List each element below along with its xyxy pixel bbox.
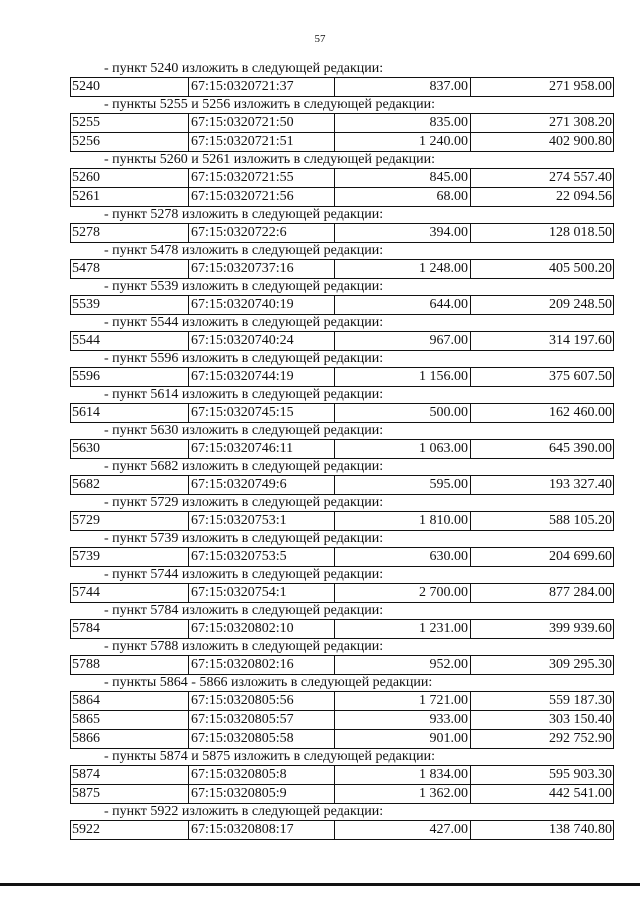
cadastral-number-cell: 67:15:0320805:57 [189,711,335,729]
item-number-cell: 5875 [71,785,189,803]
amendment-heading: - пункт 5729 изложить в следующей редакции: [70,495,614,512]
area-cell: 835.00 [335,114,471,132]
area-cell: 933.00 [335,711,471,729]
amendment-section [70,675,614,749]
amendment-heading: - пункт 5544 изложить в следующей редакции: [70,315,614,332]
amendment-heading: - пункты 5874 и 5875 изложить в следующей редакции: [70,749,614,766]
area-cell: 967.00 [335,332,471,350]
value-cell: 193 327.40 [549,477,612,492]
value-cell: 138 740.80 [549,822,612,837]
item-number-cell: 5739 [71,548,189,566]
amendment-section [70,152,614,207]
amendment-section [70,61,614,97]
amendment-heading: - пункты 5864 - 5866 изложить в следующей редакции: [70,675,614,692]
cadastral-number-cell: 67:15:0320805:56 [189,692,335,710]
value-cell: 22 094.56 [556,189,612,204]
amendments-list [70,61,614,840]
page-number: 57 [314,33,326,45]
area-cell: 630.00 [335,548,471,566]
area-cell: 1 240.00 [335,133,471,151]
table-row [70,766,614,785]
item-number-cell: 5240 [71,78,189,96]
value-cell: 162 460.00 [549,405,612,420]
item-number-cell: 5278 [71,224,189,242]
area-cell: 1 248.00 [335,260,471,278]
item-number-cell: 5682 [71,476,189,494]
cadastral-number-cell: 67:15:0320721:50 [189,114,335,132]
area-cell: 901.00 [335,730,471,748]
area-cell: 1 231.00 [335,620,471,638]
value-cell: 314 197.60 [549,333,612,348]
area-cell: 845.00 [335,169,471,187]
cadastral-number-cell: 67:15:0320808:17 [189,821,335,839]
area-cell: 500.00 [335,404,471,422]
cadastral-number-cell: 67:15:0320754:1 [189,584,335,602]
amendment-section [70,531,614,567]
amendment-section [70,243,614,279]
item-number-cell: 5922 [71,821,189,839]
value-cell: 877 284.00 [549,585,612,600]
amendment-section [70,315,614,351]
cadastral-number-cell: 67:15:0320805:9 [189,785,335,803]
amendment-section [70,97,614,152]
amendment-heading: - пункт 5922 изложить в следующей редакции: [70,804,614,821]
value-cell: 309 295.30 [549,657,612,672]
amendment-heading: - пункт 5784 изложить в следующей редакции: [70,603,614,620]
value-cell: 402 900.80 [549,134,612,149]
table-row [70,440,614,459]
amendment-section [70,495,614,531]
area-cell: 1 834.00 [335,766,471,784]
value-cell: 442 541.00 [549,786,612,801]
item-number-cell: 5874 [71,766,189,784]
amendment-heading: - пункт 5614 изложить в следующей редакции: [70,387,614,404]
cadastral-number-cell: 67:15:0320721:37 [189,78,335,96]
value-cell: 375 607.50 [549,369,612,384]
table-row [70,512,614,531]
value-cell: 303 150.40 [549,712,612,727]
item-number-cell: 5614 [71,404,189,422]
table-row [70,260,614,279]
table-row [70,332,614,351]
cadastral-number-cell: 67:15:0320805:8 [189,766,335,784]
amendment-heading: - пункт 5478 изложить в следующей редакции: [70,243,614,260]
area-cell: 1 156.00 [335,368,471,386]
area-cell: 1 721.00 [335,692,471,710]
item-number-cell: 5788 [71,656,189,674]
cadastral-number-cell: 67:15:0320740:19 [189,296,335,314]
value-cell: 292 752.90 [549,731,612,746]
amendment-section [70,423,614,459]
value-cell: 399 939.60 [549,621,612,636]
area-cell: 1 810.00 [335,512,471,530]
amendment-heading: - пункт 5596 изложить в следующей редакции: [70,351,614,368]
area-cell: 837.00 [335,78,471,96]
amendment-section [70,279,614,315]
amendment-section [70,804,614,840]
table-row [70,169,614,188]
table-row [70,821,614,840]
value-cell: 209 248.50 [549,297,612,312]
cadastral-number-cell: 67:15:0320740:24 [189,332,335,350]
cadastral-number-cell: 67:15:0320749:6 [189,476,335,494]
area-cell: 1 063.00 [335,440,471,458]
amendment-heading: - пункты 5260 и 5261 изложить в следующей редакции: [70,152,614,169]
value-cell: 271 308.20 [549,115,612,130]
amendment-section [70,459,614,495]
item-number-cell: 5630 [71,440,189,458]
cadastral-number-cell: 67:15:0320805:58 [189,730,335,748]
item-number-cell: 5865 [71,711,189,729]
cadastral-number-cell: 67:15:0320722:6 [189,224,335,242]
cadastral-number-cell: 67:15:0320721:51 [189,133,335,151]
table-row [70,620,614,639]
item-number-cell: 5729 [71,512,189,530]
table-row [70,188,614,207]
amendment-heading: - пункт 5682 изложить в следующей редакции: [70,459,614,476]
area-cell: 2 700.00 [335,584,471,602]
amendment-section [70,387,614,423]
table-row [70,114,614,133]
item-number-cell: 5544 [71,332,189,350]
cadastral-number-cell: 67:15:0320746:11 [189,440,335,458]
value-cell: 595 903.30 [549,767,612,782]
area-cell: 394.00 [335,224,471,242]
value-cell: 588 105.20 [549,513,612,528]
table-row [70,548,614,567]
amendment-heading: - пункт 5539 изложить в следующей редакции: [70,279,614,296]
table-row [70,711,614,730]
area-cell: 68.00 [335,188,471,206]
value-cell: 271 958.00 [549,79,612,94]
cadastral-number-cell: 67:15:0320721:56 [189,188,335,206]
area-cell: 644.00 [335,296,471,314]
table-row [70,656,614,675]
item-number-cell: 5864 [71,692,189,710]
item-number-cell: 5744 [71,584,189,602]
amendment-heading: - пункт 5630 изложить в следующей редакции: [70,423,614,440]
table-row [70,785,614,804]
table-row [70,133,614,152]
area-cell: 1 362.00 [335,785,471,803]
amendment-heading: - пункт 5278 изложить в следующей редакции: [70,207,614,224]
table-row [70,730,614,749]
cadastral-number-cell: 67:15:0320802:16 [189,656,335,674]
amendment-section [70,749,614,804]
cadastral-number-cell: 67:15:0320737:16 [189,260,335,278]
cadastral-number-cell: 67:15:0320753:1 [189,512,335,530]
item-number-cell: 5866 [71,730,189,748]
table-row [70,692,614,711]
amendment-section [70,567,614,603]
item-number-cell: 5478 [71,260,189,278]
item-number-cell: 5256 [71,133,189,151]
amendment-section [70,207,614,243]
value-cell: 204 699.60 [549,549,612,564]
table-row [70,404,614,423]
cadastral-number-cell: 67:15:0320721:55 [189,169,335,187]
bottom-rule [0,883,640,886]
item-number-cell: 5539 [71,296,189,314]
amendment-section [70,351,614,387]
amendment-heading: - пункт 5240 изложить в следующей редакции: [70,61,614,78]
value-cell: 274 557.40 [549,170,612,185]
value-cell: 128 018.50 [549,225,612,240]
table-row [70,476,614,495]
table-row [70,78,614,97]
amendment-heading: - пункт 5744 изложить в следующей редакции: [70,567,614,584]
table-row [70,584,614,603]
cadastral-number-cell: 67:15:0320753:5 [189,548,335,566]
amendment-heading: - пункты 5255 и 5256 изложить в следующей редакции: [70,97,614,114]
area-cell: 595.00 [335,476,471,494]
item-number-cell: 5596 [71,368,189,386]
value-cell: 645 390.00 [549,441,612,456]
value-cell: 405 500.20 [549,261,612,276]
item-number-cell: 5261 [71,188,189,206]
cadastral-number-cell: 67:15:0320744:19 [189,368,335,386]
cadastral-number-cell: 67:15:0320802:10 [189,620,335,638]
amendment-heading: - пункт 5739 изложить в следующей редакции: [70,531,614,548]
item-number-cell: 5260 [71,169,189,187]
table-row [70,224,614,243]
cadastral-number-cell: 67:15:0320745:15 [189,404,335,422]
amendment-section [70,639,614,675]
amendment-section [70,603,614,639]
area-cell: 427.00 [335,821,471,839]
amendment-heading: - пункт 5788 изложить в следующей редакции: [70,639,614,656]
value-cell: 559 187.30 [549,693,612,708]
area-cell: 952.00 [335,656,471,674]
table-row [70,296,614,315]
item-number-cell: 5784 [71,620,189,638]
table-row [70,368,614,387]
item-number-cell: 5255 [71,114,189,132]
